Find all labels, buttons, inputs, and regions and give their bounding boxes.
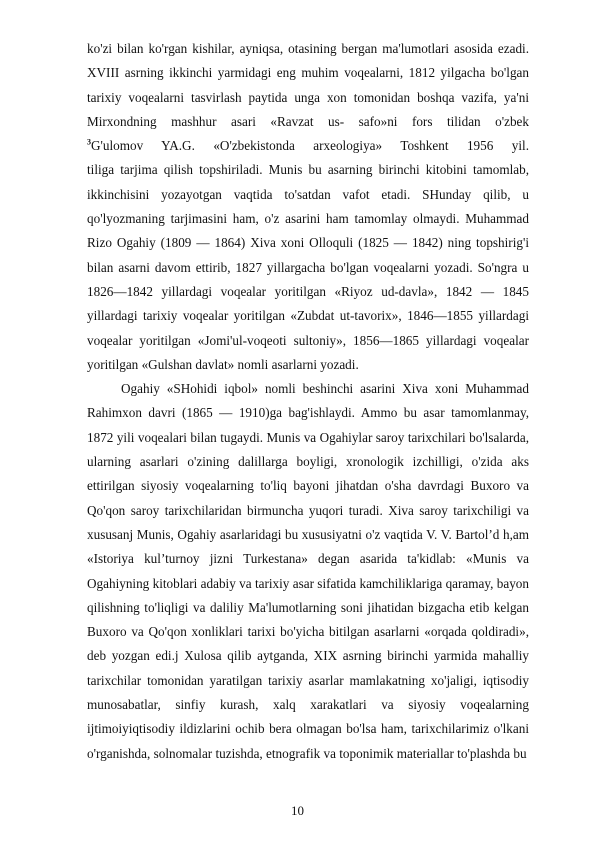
paragraph-text-part-b: tiliga tarjima qilish topshiriladi. Munis bu asarning birinchi kitobini tamomlab, ikkinchisini yozayotgan vaqtida to'satdan vafot etadi. SHunday qilib, u qo'lyozmaning tarjimasini ham, o'z asarini ham tamomlay olmaydi. Muhammad Rizo Ogahiy (1809 — 1864) Xiva xoni Olloquli (1825 — 1842) ning topshirig'i bilan asarni davom ettirib, 1827 yillargacha bo'lgan voqealarni yozadi. So'ngra u 1826—1842 yillardagi voqealar yoritilgan «Riyoz ud-davla», 1842 — 1845 yillardagi tarixiy voqealar yoritilgan «Zubdat ut-tavorix», 1846—1855 yillardagi voqealar yoritilgan «Jomi'ul-voqeoti sultoniy», 1856—1865 yillardagi voqealar yoritilgan «Gulshan davlat» nomli asarlarni yozadi.	[87, 162, 529, 372]
paragraph-second	[87, 377, 529, 766]
paragraph-text-second: Ogahiy «SHohidi iqbol» nomli beshinchi asarini Xiva xoni Muhammad Rahimxon davri (1865 — 1910)ga bag'ishlaydi. Ammo bu asar tamomlanmay, 1872 yili voqealari bilan tugaydi. Munis va Ogahiylar saroy tarixchilari bo'lsalarda, ularning asarlari o'zining dalillarga boyligi, xronologik izchilligi, o'zida aks ettirilgan siyosiy voqealarning to'liq bayoni jihatdan o'sha davrdagi Buxoro va Qo'qon saroy tarixchilaridan birmuncha yuqori turadi. Xiva saroy tarixchiligi va xususanj Munis, Ogahiy asarlaridagi bu xususiyatni o'z vaqtida V. V. Bartol’d h,am «Istoriya kul’turnoy jizni Turkestana» degan asarida ta'kidlab: «Munis va Ogahiyning kitoblari adabiy va tarixiy asar sifatida kamchiliklariga qaramay, bayon qilishning to'liqligi va daliliy Ma'lumotlarning soni jihatidan bizgacha etib kelgan Buxoro va Qo'qon xonliklari tarixi bo'yicha bitilgan asarlarni «orqada qoldiradi», deb yozgan edi.j Xulosa qilib aytganda, XIX asrning birinchi yarmida mahalliy tarixchilar tomonidan yaratilgan tarixiy asarlar mamlakatning xo'jaligi, iqtisodiy munosabatlar, sinfiy kurash, xalq xarakatlari va siyosiy voqealarning ijtimoiyiqtisodiy ildizlarini ochib bera olmagan bo'lsa ham, tarixchilarimiz o'lkani o'rganishda, solnomalar tuzishda, etnografik va toponimik materiallar to'plashda bu	[87, 381, 529, 761]
footnote-marker: 3	[87, 137, 91, 147]
inline-footnote-reference: G'ulomov YA.G. «O'zbekistonda arxeologiya» Toshkent 1956 yil.	[91, 138, 529, 154]
paragraph-continued-tail	[87, 158, 529, 377]
paragraph-continued	[87, 37, 529, 158]
paragraph-text-part-a: ko'zi bilan ko'rgan kishilar, ayniqsa, otasining bergan ma'lumotlari asosida ezadi. XVIII asrning ikkinchi yarmidagi eng muhim voqealarni, 1812 yilgacha bo'lgan tarixiy voqealarni tasvirlash paytida unga xon tomonidan boshqa vazifa, ya'ni Mirxondning mashhur asari «Ravzat us- safo»ni fors tilidan o'zbek	[87, 41, 529, 129]
document-body	[87, 37, 529, 766]
page-number: 10	[291, 803, 304, 818]
